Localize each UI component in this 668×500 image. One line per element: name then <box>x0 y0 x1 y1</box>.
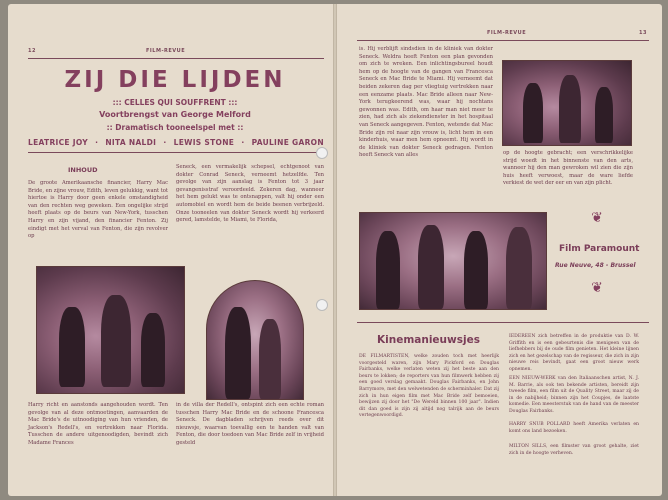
ornament-icon: ❦ <box>591 210 603 226</box>
news-item: DE FILMARTISTEN, welke zouden toch met heerlijk voorgesteld waren, zijn Mary Pickford en Douglas Fairbanks, welke verlaten weten zij het beste aan den beurs te lokken; de reporters van hun filmwerk hebben zij een goed verslag gemaakt. Douglas Fairbanks, en John Barrymore, met den welwetenden de scherminhaler. Dat zij zich in hun eigen film met Mac Bride zelf bemoeien, bewijzen zij door het "De Wereld binnen 100 jaar". Indien dit dan goed is zijn zij altijd nog talrijk aan de beurs vertegenwoordigd. <box>359 354 499 419</box>
news-item: MILTON SILLS, een filmster van groot gehalte, ziet zich in de hoogte verheven. <box>509 444 639 456</box>
article-column: is. Hij verblijft sindsdien in de kliniek van dokter Seneck. Weldra heeft Fenton een plan gevonden om zich te wreken. Een inlichtingsbureel houdt hem op de hoogte van de gangen van Francesca Seneck en Mac Bride te Miami. Hij verneemt dat beiden zekeren dag per vliegtuig vertrekken naar een eenzame plaats. Mac Bride alleen naar New-York terugkeerend was, waar hij nochtans gewonnen was. Edith, om haar man niet meer te zien, had zich als ziekendienster in het hospitaal van Seneck aangegeven. Fenton, wetende dat Mac Bride zijn rol naar zijn vrouw is, licht hem in een kinderhuis, waar men hem opneemt. Hij wordt in de kliniek van dokter Seneck gedragen. Fenton heeft Seneck van alles <box>359 46 493 159</box>
punch-hole <box>316 147 328 159</box>
section-heading: Kinemanieuwsjes <box>377 334 480 346</box>
news-item: IEDEREEN zich betreffen in de produktie van D. W. Griffith en is een gebeurtenis die menigeen van de liefhebbers bij de oude film genieten. Het kleine lijnen zich en het gezelschap van de regisseur, die zich in zijn nieuwe reis bevindt, gaat een groot nieuw werk opnemen. <box>509 334 639 372</box>
divider <box>28 152 324 153</box>
article-column: Seneck, een vermakelijk schepsel, echtgenoot van dokter Conrad Seneck, verneemt hetzelfde. Ten gevolge van zijn aanslag is Fenton tot 3 jaar gevangenisstraf veroordeeld. Zekeren dag, wanneer het hem gelukt was te ontsnappen, valt hij onder een automobiel en wordt hem de beide beenen verbrijzeld. Onze tooneelen van dokter Seneck wordt hij verkeerd gered, lamstelde, te Miami, te Florida, <box>176 164 324 224</box>
divider <box>28 58 324 59</box>
ad-title: Film Paramount <box>559 244 640 254</box>
subtitle-genre: :: Dramatisch tooneelspel met :: <box>106 123 244 132</box>
running-head: FILM-REVUE <box>487 30 527 36</box>
page-number: 12 <box>28 48 36 54</box>
article-column: De groote Amerikaansche financier, Harry Mac Bride, en zijne vrouw, Edith, leven gelukkig, want tot hiertoe is Harry door geen enkele omstandigheid van den rechten weg geweken. Een ongelijke strijd heeft plaats op de beurs van New-York, tusschen Harry en zijn vijand, den financier Fenton. Zij eindigt met het verval van Fenton, die zijn revolver op <box>28 180 168 240</box>
page-title: ZIJ DIE LIJDEN <box>64 67 286 93</box>
punch-hole <box>316 299 328 311</box>
cast-list: LEATRICE JOY · NITA NALDI · LEWIS STONE · PAULINE GARON <box>28 138 324 147</box>
news-item: HARRY SNUB POLLARD heeft Amerika verlaten en komt ons land bezoeken. <box>509 422 639 434</box>
cast-member: PAULINE GARON <box>251 138 324 147</box>
divider <box>357 40 649 41</box>
film-still-photo <box>359 212 547 310</box>
film-still-photo <box>36 266 185 394</box>
news-item: EEN NIEUW-WERK van den Italiaanschen artist, N. J. M. Barrie, als ook ten bekende artisten, bereidt zijn tweede film, een film uit de Quality Street, maar zij de in de nabijheid; binnen zijn het Coupjes, de laatste komedie. Een meesterstuk van de hand van de meester Douglas Fairbanks. <box>509 376 639 414</box>
ad-address: Rue Neuve, 48 - Brussel <box>555 262 636 269</box>
article-column: op de hoogte gebracht; een verschrikkelijke strijd woedt in het binnenste van den arts, wanneer hij den man gewroken wil zien die zijn huis heeft verwoest, maar de ware liefde verkiest de wet der eer en van zijn plicht. <box>503 150 633 187</box>
cast-member: LEATRICE JOY <box>28 138 88 147</box>
section-heading: INHOUD <box>68 166 98 174</box>
page-number: 13 <box>639 30 647 36</box>
cast-member: NITA NALDI <box>105 138 157 147</box>
left-page <box>8 4 334 496</box>
ornament-icon: ❦ <box>591 280 603 296</box>
running-head: FILM-REVUE <box>146 48 186 54</box>
cast-member: LEWIS STONE <box>173 138 235 147</box>
article-column: Harry richt en aanstonds aangehouden wordt. Ten gevolge van al deze ontmoetingen, aanvaarden de Mac Bride's de uitnoodiging van hun vrienden, de Jackson's Redell's, en vertrekken naar Florida. Tusschen de andere uitgenoodigden, bevindt zich Madame Frances <box>28 402 168 446</box>
right-page <box>337 4 662 496</box>
film-still-photo <box>206 280 304 400</box>
article-column: in de villa der Redell's, ontspint zich een echte roman tusschen Harry Mac Bride en de schoone Francesca Seneck. De dagbladen schrijven reeds over dit nieuwsje, waarvan toevallig een te handen valt van Fenton, die door toedoen van Mac Bride zelf in vrijheid gesteld <box>176 402 324 446</box>
subtitle-french: ::: CELLES QUI SOUFFRENT ::: <box>112 98 238 107</box>
film-still-photo <box>502 60 632 146</box>
divider <box>357 322 649 323</box>
subtitle-producer: Voortbrengst van George Melford <box>99 110 251 119</box>
